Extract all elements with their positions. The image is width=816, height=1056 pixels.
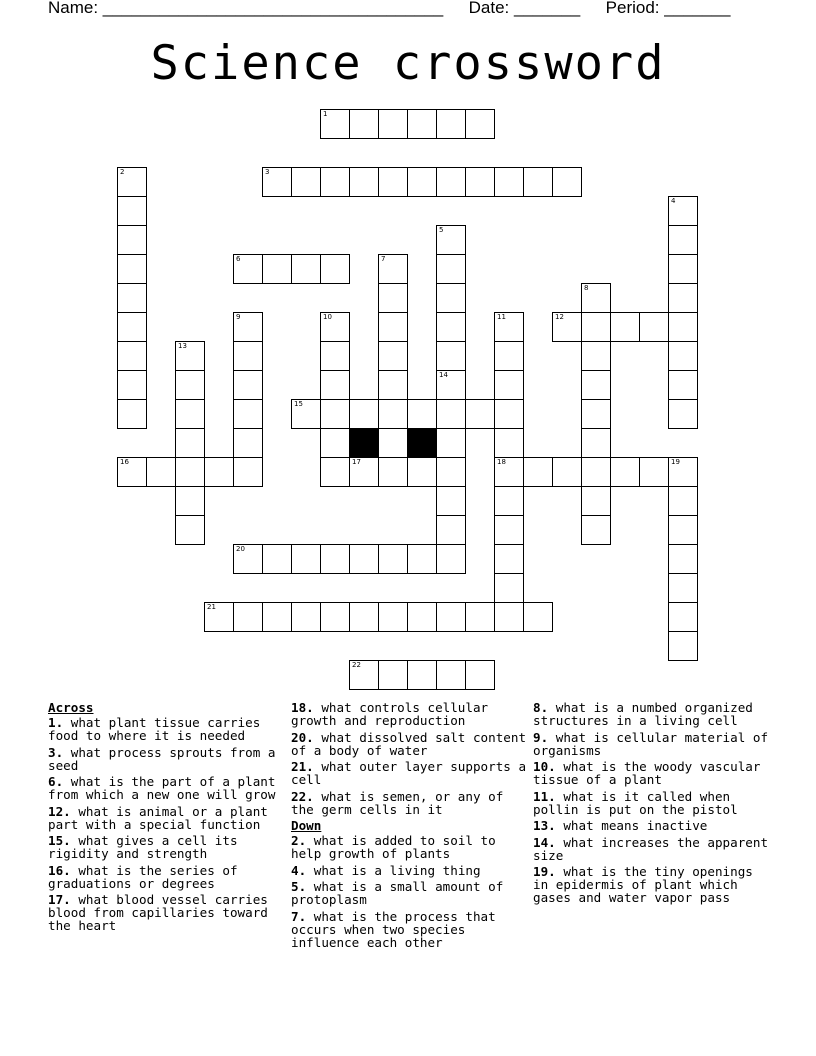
grid-cell[interactable] [668,486,698,516]
grid-cell[interactable] [610,312,640,342]
clue-item [533,731,769,757]
grid-cell[interactable] [552,167,582,197]
grid-cell[interactable] [233,457,263,487]
clue-number-label: 14. [533,834,556,850]
clue-item [48,834,284,860]
grid-cell[interactable] [668,457,698,487]
clue-number-label: 9. [533,729,549,745]
grid-cell[interactable] [668,196,698,226]
grid-cell[interactable] [581,312,611,342]
grid-cell[interactable] [378,341,408,371]
clue-number-label: 10. [533,759,556,774]
grid-cell[interactable] [320,457,350,487]
grid-cell[interactable] [175,370,205,400]
clue-text: what gives a cell its rigidity and strength [48,833,238,861]
clue-number: 22 [352,661,361,669]
grid-cell[interactable] [320,399,350,429]
grid-cell[interactable] [117,254,147,284]
clue-item [291,864,527,877]
grid-cell[interactable] [320,602,350,632]
grid-cell[interactable] [523,602,553,632]
grid-cell[interactable] [639,457,669,487]
grid-cell[interactable] [465,602,495,632]
clue-item [533,836,769,862]
clue-number: 18 [497,458,506,466]
clue-number: 21 [207,603,216,611]
grid-cell[interactable] [465,167,495,197]
clue-number-label: 4. [291,862,307,878]
clue-number: 1 [323,110,328,118]
grid-cell[interactable] [494,486,524,516]
grid-cell[interactable] [668,544,698,574]
grid-cell[interactable] [175,486,205,516]
clue-number-label: 1. [48,715,64,730]
clue-number: 12 [555,313,564,321]
clue-text: what is it called when pollin is put on the pistol [533,788,738,817]
grid-cell[interactable] [291,399,321,429]
clue-item [48,864,284,890]
grid-cell[interactable] [117,399,147,429]
clue-number-label: 17. [48,892,71,907]
grid-cell[interactable] [233,254,263,284]
clue-item [48,746,284,772]
clue-number-label: 5. [291,879,307,894]
grid-cell[interactable] [494,370,524,400]
clue-text: what is the part of a plant from which a new one will grow [48,774,276,802]
grid-cell[interactable] [117,457,147,487]
grid-cell[interactable] [494,312,524,342]
clue-number: 3 [265,168,270,176]
clue-number: 9 [236,313,241,321]
grid-cell[interactable] [233,544,263,574]
clue-text: what is the series of graduations or degrees [48,862,238,891]
grid-cell[interactable] [262,602,292,632]
clue-number: 13 [178,342,187,350]
grid-cell[interactable] [436,544,466,574]
grid-cell[interactable] [494,457,524,487]
grid-cell[interactable] [320,370,350,400]
grid-cell[interactable] [407,544,437,574]
page-title: Science crossword [150,36,666,91]
clue-text: what is cellular material of organisms [533,729,769,758]
grid-cell[interactable] [465,109,495,139]
clue-text: what outer layer supports a cell [291,759,527,787]
clue-number-label: 13. [533,818,556,833]
clue-number-label: 8. [533,700,549,715]
down-clue-list [291,834,527,949]
grid-cell[interactable] [117,196,147,226]
grid-cell[interactable] [349,544,379,574]
grid-cell[interactable] [233,370,263,400]
grid-cell[interactable] [233,428,263,458]
grid-cell[interactable] [494,544,524,574]
grid-cell[interactable] [117,341,147,371]
grid-cell[interactable] [407,399,437,429]
grid-cell[interactable] [581,515,611,545]
clue-item [291,790,527,816]
clue-number-label: 15. [48,833,71,848]
clue-item [533,865,769,904]
grid-cell[interactable] [552,457,582,487]
grid-cell[interactable] [262,167,292,197]
grid-cell[interactable] [581,457,611,487]
grid-cell[interactable] [175,428,205,458]
clue-number: 8 [584,284,589,292]
grid-cell[interactable] [494,341,524,371]
grid-cell[interactable] [407,602,437,632]
clue-number: 20 [236,545,245,553]
grid-cell[interactable] [378,544,408,574]
grid-cell[interactable] [117,312,147,342]
clue-number-label: 2. [291,833,307,848]
clue-number: 16 [120,458,129,466]
clue-number-label: 11. [533,788,556,804]
grid-cell[interactable] [378,428,408,458]
grid-cell[interactable] [349,167,379,197]
grid-cell[interactable] [407,660,437,690]
grid-cell[interactable] [262,254,292,284]
grid-cell[interactable] [668,312,698,342]
clues-column-1 [48,701,284,936]
clue-number-label: 12. [48,803,71,819]
grid-cell[interactable] [494,515,524,545]
clue-number: 11 [497,313,506,321]
grid-cell[interactable] [465,660,495,690]
clue-text: what is animal or a plant part with a special function [48,803,268,832]
period-field[interactable]: Period: _______ [605,0,731,17]
grid-cell[interactable] [668,399,698,429]
grid-cell[interactable] [436,660,466,690]
grid-cell[interactable] [494,602,524,632]
grid-cell[interactable] [668,573,698,603]
grid-cell[interactable] [436,602,466,632]
grid-cell[interactable] [291,167,321,197]
grid-cell[interactable] [378,254,408,284]
clues-column-3 [533,701,769,908]
grid-cell[interactable] [436,428,466,458]
grid-cell[interactable] [378,660,408,690]
clue-item [291,910,527,949]
clue-number-label: 7. [291,908,307,924]
clue-item [291,880,527,906]
grid-block [349,428,379,458]
clue-text: what increases the apparent size [533,834,769,863]
grid-cell[interactable] [436,167,466,197]
across-clue-list [48,716,284,932]
clue-item [533,760,769,786]
grid-cell[interactable] [407,109,437,139]
grid-cell[interactable] [436,486,466,516]
clue-item [291,731,527,757]
clue-number: 7 [381,255,386,263]
grid-cell[interactable] [291,254,321,284]
clue-item [48,716,284,742]
grid-cell[interactable] [320,167,350,197]
grid-cell[interactable] [320,109,350,139]
grid-cell[interactable] [436,254,466,284]
grid-cell[interactable] [494,399,524,429]
grid-cell[interactable] [523,167,553,197]
clue-number-label: 16. [48,862,71,878]
clue-item [48,893,284,932]
clue-text: what is added to soil to help growth of plants [291,833,496,861]
clue-text: what is the tiny openings in epidermis of plant which gases and water vapor pass [533,864,753,905]
grid-cell[interactable] [204,457,234,487]
grid-cell[interactable] [436,312,466,342]
clue-number-label: 19. [533,864,556,879]
clue-text: what is a living thing [306,862,481,878]
clue-number: 4 [671,197,676,205]
clue-number: 17 [352,458,361,466]
clue-text: what means inactive [555,818,708,833]
grid-cell[interactable] [581,399,611,429]
grid-cell[interactable] [407,457,437,487]
grid-cell[interactable] [262,544,292,574]
clue-number-label: 21. [291,759,314,774]
grid-cell[interactable] [175,457,205,487]
clue-number-label: 22. [291,788,314,804]
grid-cell[interactable] [349,660,379,690]
grid-cell[interactable] [175,399,205,429]
clue-number: 15 [294,400,303,408]
grid-cell[interactable] [233,602,263,632]
grid-cell[interactable] [668,225,698,255]
clue-text: what is a small amount of protoplasm [291,879,504,907]
grid-cell[interactable] [668,254,698,284]
clue-item [291,701,527,727]
clue-item [533,701,769,727]
grid-cell[interactable] [204,602,234,632]
down-clue-list-cont [533,701,769,904]
grid-cell[interactable] [436,457,466,487]
clue-number: 2 [120,168,125,176]
grid-cell[interactable] [378,370,408,400]
clue-text: what is the woody vascular tissue of a plant [533,759,761,787]
grid-cell[interactable] [146,457,176,487]
grid-cell[interactable] [436,515,466,545]
grid-cell[interactable] [349,457,379,487]
grid-cell[interactable] [378,457,408,487]
grid-cell[interactable] [320,312,350,342]
clue-text: what is the process that occurs when two species influence each other [291,908,496,950]
clue-item [533,819,769,832]
grid-cell[interactable] [668,515,698,545]
grid-cell[interactable] [465,399,495,429]
grid-cell[interactable] [581,341,611,371]
clue-item [291,834,527,860]
across-clue-list-cont [291,701,527,816]
clue-number-label: 6. [48,774,64,789]
grid-cell[interactable] [610,457,640,487]
grid-cell[interactable] [581,283,611,313]
grid-cell[interactable] [233,399,263,429]
grid-cell[interactable] [117,370,147,400]
grid-cell[interactable] [175,515,205,545]
grid-cell[interactable] [349,602,379,632]
clue-number: 14 [439,371,448,379]
grid-cell[interactable] [668,631,698,661]
grid-cell[interactable] [117,225,147,255]
grid-cell[interactable] [523,457,553,487]
grid-cell[interactable] [407,167,437,197]
clue-text: what process sprouts from a seed [48,744,276,773]
clue-item [291,760,527,786]
grid-cell[interactable] [320,428,350,458]
grid-cell[interactable] [494,573,524,603]
grid-cell[interactable] [668,602,698,632]
clue-number: 6 [236,255,241,263]
clue-text: what controls cellular growth and reproduction [291,700,489,728]
clue-text: what is semen, or any of the germ cells in it [291,788,504,817]
grid-cell[interactable] [552,312,582,342]
clue-item [48,805,284,831]
grid-cell[interactable] [378,283,408,313]
grid-cell[interactable] [320,544,350,574]
grid-block [407,428,437,458]
clue-item [48,775,284,801]
clue-number: 5 [439,226,444,234]
grid-cell[interactable] [436,341,466,371]
grid-cell[interactable] [436,109,466,139]
clue-item [533,790,769,816]
grid-cell[interactable] [581,428,611,458]
grid-cell[interactable] [349,399,379,429]
grid-cell[interactable] [378,109,408,139]
grid-cell[interactable] [436,370,466,400]
clue-number-label: 3. [48,744,64,760]
grid-cell[interactable] [436,225,466,255]
grid-cell[interactable] [291,602,321,632]
grid-cell[interactable] [378,312,408,342]
grid-cell[interactable] [668,283,698,313]
grid-cell[interactable] [494,428,524,458]
grid-cell[interactable] [320,341,350,371]
date-field[interactable]: Date: _______ [468,0,581,17]
grid-cell[interactable] [668,370,698,400]
across-heading: Across [48,700,94,715]
grid-cell[interactable] [117,283,147,313]
clue-number: 10 [323,313,332,321]
grid-cell[interactable] [639,312,669,342]
clue-text: what is a numbed organized structures in a living cell [533,700,753,728]
clue-number-label: 18. [291,700,314,715]
clue-text: what plant tissue carries food to where it is needed [48,715,261,743]
grid-cell[interactable] [320,254,350,284]
grid-cell[interactable] [581,370,611,400]
clue-text: what dissolved salt content of a body of water [291,729,527,758]
grid-cell[interactable] [378,602,408,632]
grid-cell[interactable] [378,167,408,197]
grid-cell[interactable] [494,167,524,197]
grid-cell[interactable] [349,109,379,139]
grid-cell[interactable] [233,341,263,371]
clue-number-label: 20. [291,729,314,745]
grid-cell[interactable] [233,312,263,342]
grid-cell[interactable] [117,167,147,197]
grid-cell[interactable] [436,399,466,429]
grid-cell[interactable] [175,341,205,371]
clue-text: what blood vessel carries blood from capillaries toward the heart [48,892,268,933]
grid-cell[interactable] [668,341,698,371]
name-field[interactable]: Name: ____________________________________ [48,0,444,17]
clue-number: 19 [671,458,680,466]
grid-cell[interactable] [378,399,408,429]
grid-cell[interactable] [581,486,611,516]
clues-column-2 [291,701,527,952]
down-heading: Down [291,818,322,833]
grid-cell[interactable] [291,544,321,574]
grid-cell[interactable] [436,283,466,313]
